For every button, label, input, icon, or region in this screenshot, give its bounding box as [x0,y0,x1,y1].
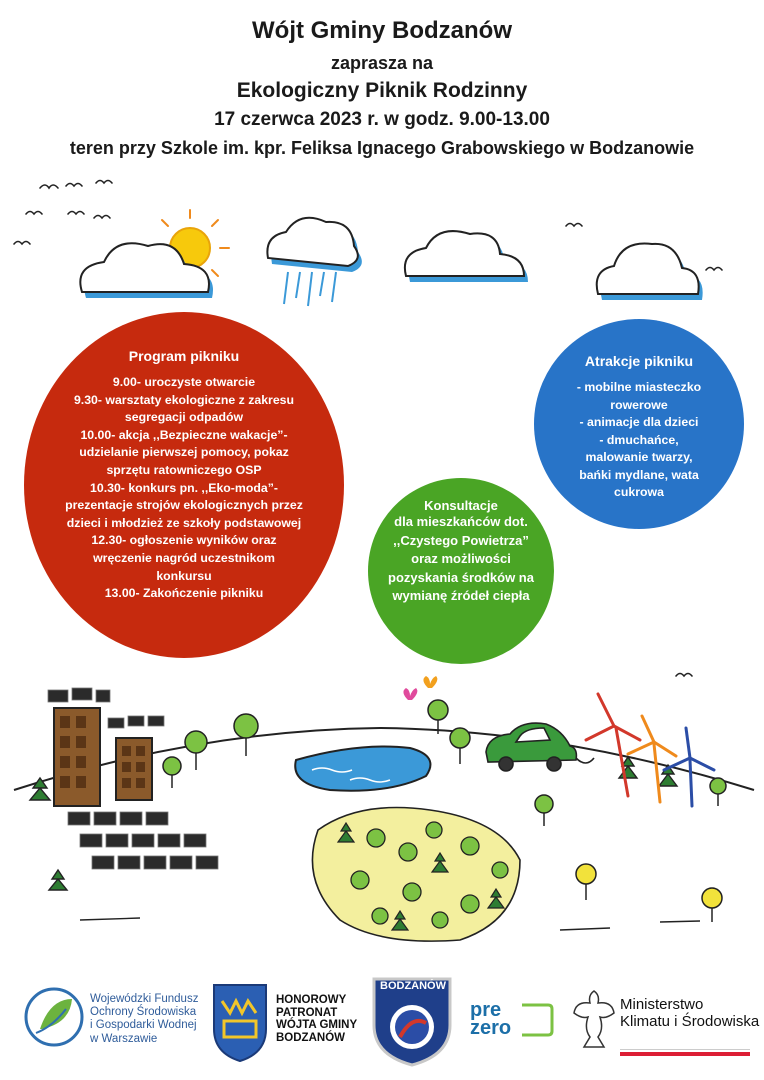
consultation-list [378,513,544,606]
cloud-icon [597,243,703,300]
ministry-line: Klimatu i Środowiska [620,1013,760,1030]
ministry-name [620,996,759,1030]
list-item: prezentacje strojów ekologicznych przez [65,498,303,513]
wind-turbine-icon [586,694,714,806]
list-item: dzieci i młodzież ze szkoły podstawowej [66,515,302,530]
list-item: konkursu [156,568,212,583]
list-item: bańki mydlane, wata [579,467,699,482]
wfos-name [90,993,198,1046]
wfos-line: i Gospodarki Wodnej [90,1019,197,1032]
list-item: oraz możliwości [411,551,511,567]
list-item: wymianę źródeł ciepła [392,588,530,604]
list-item: - animacje dla dzieci [579,415,699,429]
event-place: teren przy Szkole im. kpr. Feliksa Ignacego Grabowskiego w Bodzanowie [69,138,695,158]
consultation-circle [368,478,554,664]
school-badge-title: BODZANÓW [380,980,446,992]
prezero-mark-icon [516,1001,554,1039]
list-item: malowanie twarzy, [585,450,693,464]
list-item: sprzętu ratowniczego OSP [106,462,262,477]
flag-stripe-red [620,1052,750,1056]
list-item: 9.00- uroczyste otwarcie [112,375,256,389]
list-item: 10.30- konkurs pn. ,,Eko-moda”- [90,480,278,495]
cloud-icon [405,231,528,282]
list-item: wręczenie nagród uczestnikom [93,550,275,565]
sponsor-logos [0,975,764,1075]
event-date: 17 czerwca 2023 r. w godz. 9.00-13.00 [214,109,550,130]
event-name: Ekologiczny Piknik Rodzinny [236,79,528,102]
list-item: segregacji odpadów [124,410,244,425]
rain-cloud-icon [267,218,361,306]
forest-icon [312,808,520,942]
attractions-title: Atrakcje pikniku [584,353,694,369]
bodzanow-coat-of-arms-icon [210,981,270,1065]
list-item: - mobilne miasteczko [576,380,702,394]
list-item: dla mieszkańców dot. [394,514,528,529]
patronat-line: WÓJTA GMINY [276,1019,358,1031]
wfos-logo-icon [22,985,86,1049]
ministry-line: Ministerstwo [620,996,704,1013]
list-item: 9.30- warsztaty ekologiczne z zakresu [73,392,295,407]
list-item: 12.30- ogłoszenie wyników oraz [91,533,277,548]
wfos-line: Wojewódzki Fundusz [90,993,199,1005]
butterfly-icon [403,676,437,700]
invite-text: zaprasza na [330,53,434,73]
patronat-line: BODZANÓW [276,1031,345,1044]
program-list [43,374,325,603]
list-item: ,,Czystego Powietrza” [393,532,529,548]
wfos-line: Ochrony Środowiska [90,1006,197,1019]
program-circle [24,312,344,658]
poster-title: Wójt Gminy Bodzanów [252,17,512,44]
attractions-circle [534,319,744,529]
list-item: - dmuchańce, [599,432,679,447]
list-item: cukrowa [614,485,664,499]
attractions-list [559,379,719,502]
prezero-logo [470,1001,511,1037]
program-title: Program pikniku [128,348,240,364]
wfos-line: w Warszawie [90,1032,158,1045]
patronat-line: HONOROWY [276,994,347,1006]
list-item: udzielanie pierwszej pomocy, pokaz [79,445,289,460]
list-item: rowerowe [610,397,668,412]
patronat-text [276,994,357,1044]
patronat-line: PATRONAT [276,1006,338,1019]
list-item: pozyskania środków na [388,569,534,585]
polish-eagle-icon [572,985,616,1057]
list-item: 10.00- akcja ,,Bezpieczne wakacje”- [80,427,288,442]
list-item: 13.00- Zakończenie pikniku [104,586,264,601]
prezero-line: zero [470,1017,512,1039]
prezero-line: pre [470,999,502,1021]
lake-icon [295,747,430,791]
consultation-title: Konsultacje [424,498,498,513]
